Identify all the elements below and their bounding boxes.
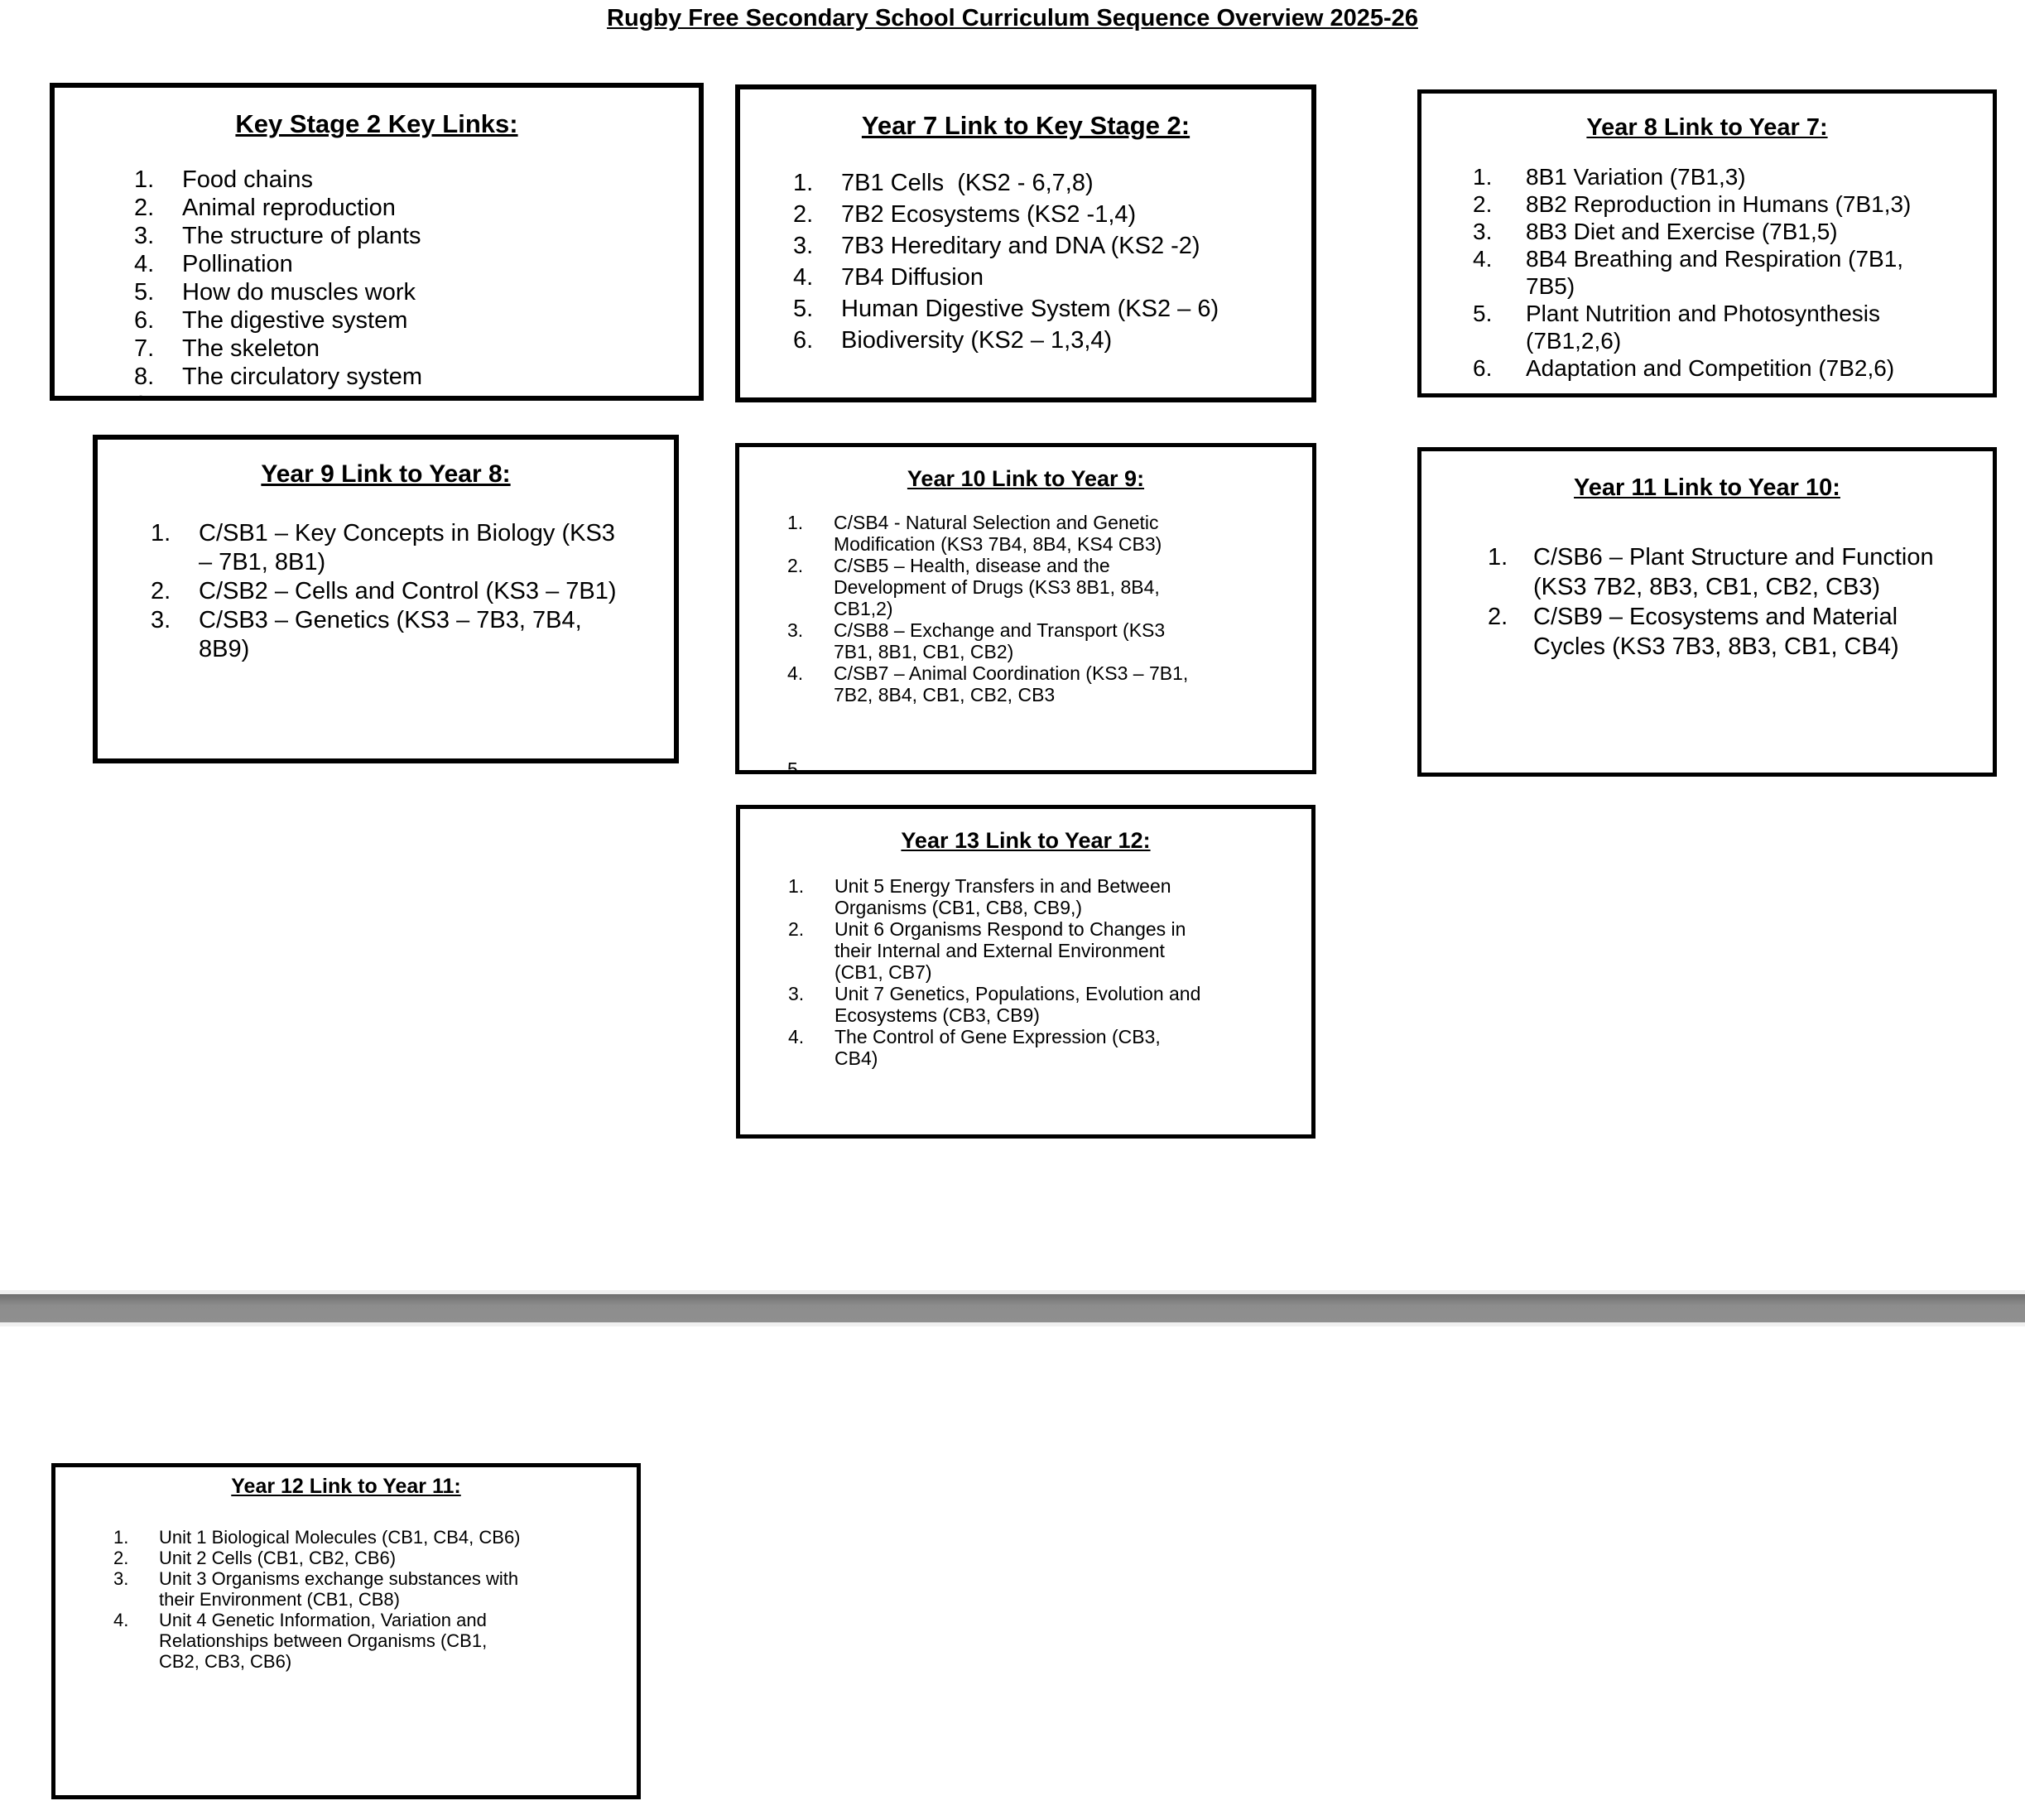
divider-bar: [0, 1294, 2025, 1322]
list-item: [787, 662, 1208, 705]
list-item: [788, 875, 1209, 918]
list-item-text: C/SB6 – Plant Structure and Function (KS3 7B2, 8B3, CB1, CB2, CB3): [1533, 544, 1941, 600]
list-item: [113, 1548, 532, 1568]
list-item-text: The Control of Gene Expression (CB3, CB4): [835, 1026, 1166, 1069]
curriculum-list: [55, 166, 699, 391]
box-year-13: [736, 805, 1316, 1139]
box-heading: Year 11 Link to Year 10:: [1574, 474, 1840, 501]
list-item-text: 7B2 Ecosystems (KS2 -1,4): [841, 201, 1137, 228]
curriculum-list: [740, 875, 1311, 1069]
box-heading: Year 9 Link to Year 8:: [261, 460, 511, 488]
list-item-text: 8B4 Breathing and Respiration (7B1, 7B5): [1526, 246, 1910, 299]
box-year-7: [735, 84, 1316, 402]
list-item-text: How do muscles work: [182, 279, 416, 306]
list-item-text: The structure of plants: [182, 223, 421, 249]
box-year-8: [1417, 89, 1997, 397]
list-item-text: C/SB3 – Genetics (KS3 – 7B3, 7B4, 8B9): [199, 607, 589, 662]
list-item-text: The skeleton: [182, 335, 320, 362]
list-item: [134, 222, 674, 250]
list-item-text: Unit 5 Energy Transfers in and Between Organisms (CB1, CB8, CB9,): [835, 875, 1176, 918]
list-item-text: 8B3 Diet and Exercise (7B1,5): [1526, 219, 1838, 244]
curriculum-list: [739, 512, 1312, 705]
list-item: [788, 983, 1209, 1026]
list-item: [134, 278, 674, 306]
list-item-text: C/SB2 – Cells and Control (KS3 – 7B1): [199, 578, 617, 604]
list-item-text: Unit 4 Genetic Information, Variation and Relationships between Organisms (CB1, CB2, CB3, CB6): [159, 1610, 493, 1672]
list-item-text: Unit 3 Organisms exchange substances with their Environment (CB1, CB8): [159, 1568, 524, 1610]
box-heading: Year 12 Link to Year 11:: [231, 1475, 461, 1498]
list-item-text: C/SB7 – Animal Coordination (KS3 – 7B1, 7B2, 8B4, CB1, CB2, CB3: [834, 662, 1194, 705]
list-item: [793, 199, 1287, 230]
list-item-text: Biodiversity (KS2 – 1,3,4): [841, 327, 1113, 354]
list-item: [788, 1026, 1209, 1069]
list-item: [787, 619, 1208, 662]
list-item: [1488, 542, 1943, 602]
list-item: [134, 306, 674, 335]
list-item-text: The circulatory system: [182, 364, 423, 390]
box-heading: Key Stage 2 Key Links:: [235, 109, 518, 138]
list-item-text: Unit 7 Genetics, Populations, Evolution and Ecosystems (CB3, CB9): [835, 983, 1206, 1026]
list-item: [134, 250, 674, 278]
list-item: [788, 918, 1209, 983]
list-item: [134, 335, 674, 363]
box-heading: Year 8 Link to Year 7:: [1586, 114, 1828, 141]
list-item: [151, 606, 628, 664]
box-year-9: [93, 435, 679, 763]
list-item-text: C/SB5 – Health, disease and the Development of Drugs (KS3 8B1, 8B4, CB1,2): [834, 555, 1166, 619]
box-heading: Year 7 Link to Key Stage 2:: [861, 111, 1190, 140]
list-item: [1488, 602, 1943, 662]
list-item: [793, 167, 1287, 199]
list-item-text: 7B4 Diffusion: [841, 264, 984, 291]
list-item: [134, 166, 674, 194]
list-item-text: Animal reproduction: [182, 195, 396, 221]
list-item: [793, 262, 1287, 293]
list-item-text: C/SB9 – Ecosystems and Material Cycles (KS3 7B3, 8B3, CB1, CB4): [1533, 604, 1905, 660]
list-item: [1473, 245, 1935, 300]
list-item-text: Unit 1 Biological Molecules (CB1, CB4, CB6): [159, 1527, 521, 1548]
box-year-11: [1417, 447, 1997, 777]
list-item-text: Unit 2 Cells (CB1, CB2, CB6): [159, 1548, 397, 1568]
list-item: [1473, 300, 1935, 354]
list-item-text: 7B1 Cells (KS2 - 6,7,8): [841, 170, 1094, 196]
curriculum-list: [1421, 163, 1993, 382]
list-item: [113, 1610, 532, 1672]
list-item-text: Unit 6 Organisms Respond to Changes in their Internal and External Environment (CB1, CB7): [835, 918, 1191, 983]
list-item: [793, 230, 1287, 262]
list-item: [151, 577, 628, 606]
list-item: [787, 512, 1208, 555]
box-year-10: [735, 443, 1316, 774]
list-item: [113, 1527, 532, 1548]
divider-edge-bottom: [0, 1322, 2025, 1326]
list-item: [1473, 218, 1935, 245]
list-item: [1473, 354, 1935, 382]
list-item-text: Adaptation and Competition (7B2,6): [1526, 355, 1895, 381]
page-title: Rugby Free Secondary School Curriculum Sequence Overview 2025-26: [607, 5, 1418, 31]
list-item: [793, 293, 1287, 325]
list-item-text: Pollination: [182, 251, 293, 277]
list-item-text: 8B2 Reproduction in Humans (7B1,3): [1526, 191, 1912, 217]
list-item: [134, 194, 674, 222]
list-item-text: 8B1 Variation (7B1,3): [1526, 164, 1746, 190]
list-item: [1473, 163, 1935, 190]
list-item-text: 7B3 Hereditary and DNA (KS2 -2): [841, 233, 1200, 259]
list-item-text: C/SB4 - Natural Selection and Genetic Modification (KS3 7B4, 8B4, KS4 CB3): [834, 512, 1164, 555]
list-item: [151, 519, 628, 577]
list-item-text: C/SB8 – Exchange and Transport (KS3 7B1, 8B1, CB1, CB2): [834, 619, 1171, 662]
list-item: [793, 325, 1287, 356]
box-year-12: [51, 1463, 641, 1799]
list-item-text: Human Digestive System (KS2 – 6): [841, 296, 1219, 322]
curriculum-list: [740, 167, 1311, 356]
curriculum-list: [1421, 542, 1993, 662]
list-item-text: Food chains: [182, 166, 313, 193]
curriculum-list: [98, 519, 674, 664]
box-heading: Year 13 Link to Year 12:: [901, 828, 1151, 853]
curriculum-list: [55, 1527, 637, 1672]
page-break-divider: [0, 1290, 2025, 1326]
box-heading: Year 10 Link to Year 9:: [907, 466, 1145, 491]
list-item: [134, 363, 674, 391]
list-item: [1473, 190, 1935, 218]
list-item: [113, 1568, 532, 1610]
list-item-text: C/SB1 – Key Concepts in Biology (KS3 – 7B1, 8B1): [199, 520, 622, 575]
list-item: [787, 555, 1208, 619]
list-item-text: The digestive system: [182, 307, 408, 334]
box-key-stage-2: [50, 83, 704, 401]
list-item-text: Plant Nutrition and Photosynthesis (7B1,2,6): [1526, 301, 1887, 354]
